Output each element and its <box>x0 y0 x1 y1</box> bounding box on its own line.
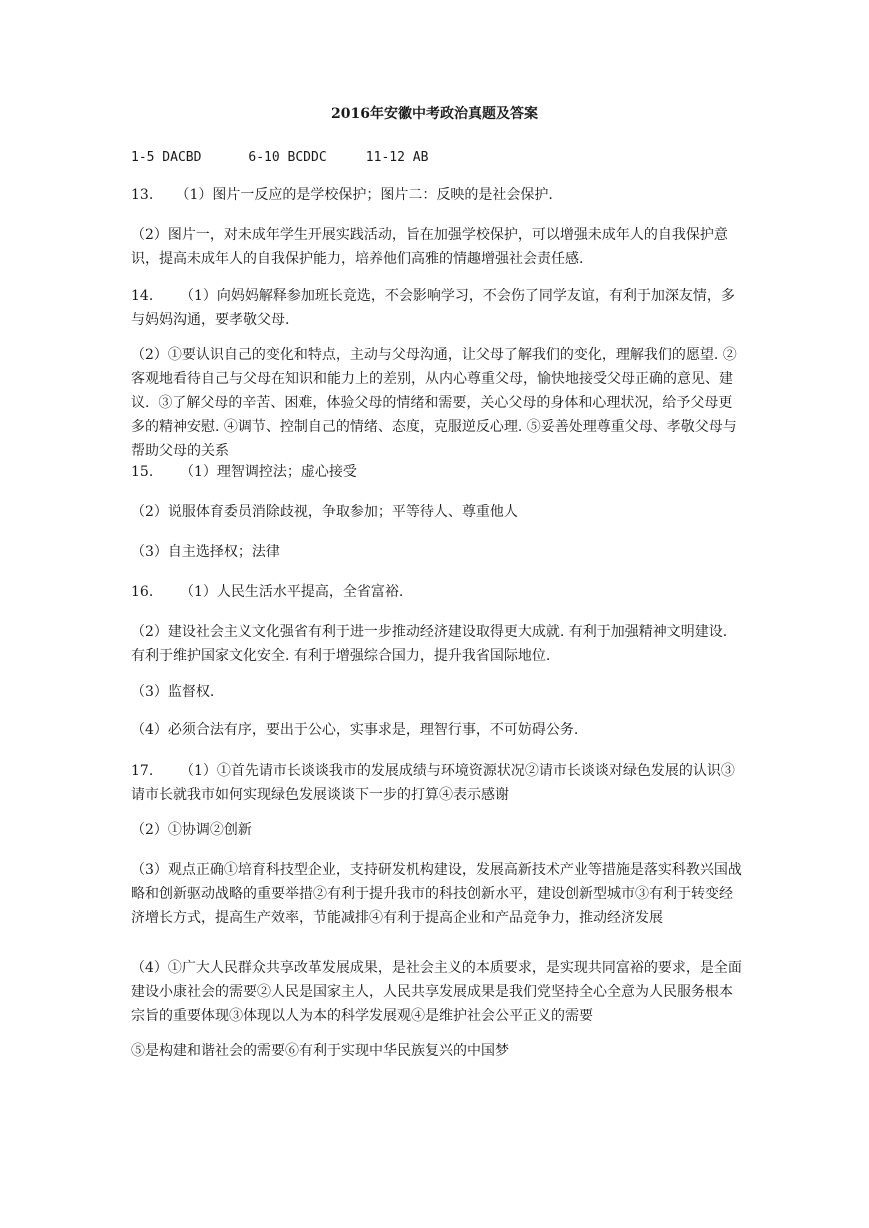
q16-part2: （2）建设社会主义文化强省有利于进一步推动经济建设取得更大成就. 有利于加强精神文明建设. 有利于维护国家文化安全. 有利于增强综合国力，提升我省国际地位. <box>131 624 732 664</box>
multiple-choice-answers: 1-5 DACBD 6-10 BCDDC 11-12 AB <box>131 150 429 165</box>
q16-part1: 16. （1）人民生活水平提高，全省富裕. <box>131 584 404 600</box>
q16-part3: （3）监督权. <box>131 684 215 700</box>
q17-part4: （4）①广大人民群众共享改革发展成果，是社会主义的本质要求，是实现共同富裕的要求，是全面建设小康社会的需要②人民是国家主人，人民共享发展成果是我们党坚持全心全意为人民服务根本宗旨的重要体现③体现以人为本的科学发展观④是维护社会公平正义的需要 <box>131 960 742 1024</box>
q15-part2: （2）说服体育委员消除歧视，争取参加；平等待人、尊重他人 <box>131 504 518 520</box>
q17-part3: （3）观点正确①培育科技型企业，支持研发机构建设，发展高新技术产业等措施是落实科教兴国战略和创新驱动战略的重要举措②有利于提升我市的科技创新水平，建设创新型城市③有利于转变经济增长方式，提高生产效率，节能减排④有利于提高企业和产品竞争力，推动经济发展 <box>131 862 742 926</box>
q13-part2: （2）图片一，对未成年学生开展实践活动，旨在加强学校保护，可以增强未成年人的自我保护意识，提高未成年人的自我保护能力，培养他们高雅的情趣增强社会责任感. <box>131 227 728 267</box>
q14-part2: （2）①要认识自己的变化和特点，主动与父母沟通，让父母了解我们的变化，理解我们的愿望. ②客观地看待自己与父母在知识和能力上的差别，从内心尊重父母，愉快地接受父母正确的意见、建议. ③了解父母的辛苦、困难，体验父母的情绪和需要，关心父母的身体和心理状况，给予父母更多的精神安慰. ④调节、控制自己的情绪、态度，克服逆反心理. ⑤妥善处理尊重父母、孝敬父母与帮助父母的关系 <box>131 347 737 459</box>
q14-part1: 14. （1）向妈妈解释参加班长竞选，不会影响学习，不会伤了同学友谊，有利于加深友情，多与妈妈沟通，要孝敬父母. <box>131 288 735 328</box>
q17-part1: 17. （1）①首先请市长谈谈我市的发展成绩与环境资源状况②请市长谈谈对绿色发展的认识③请市长就我市如何实现绿色发展谈谈下一步的打算④表示感谢 <box>131 763 735 803</box>
q17-part2: （2）①协调②创新 <box>131 822 252 838</box>
q15-part3: （3）自主选择权；法律 <box>131 544 280 560</box>
q16-part4: （4）必须合法有序，要出于公心，实事求是，理智行事，不可妨碍公务. <box>131 722 579 738</box>
q15-part1: 15. （1）理智调控法；虚心接受 <box>131 464 357 480</box>
q17-part5: ⑤是构建和谐社会的需要⑥有利于实现中华民族复兴的中国梦 <box>131 1043 509 1059</box>
q13-part1: 13. （1）图片一反应的是学校保护；图片二：反映的是社会保护. <box>131 187 553 203</box>
document-title: 2016年安徽中考政治真题及答案 <box>331 106 538 122</box>
